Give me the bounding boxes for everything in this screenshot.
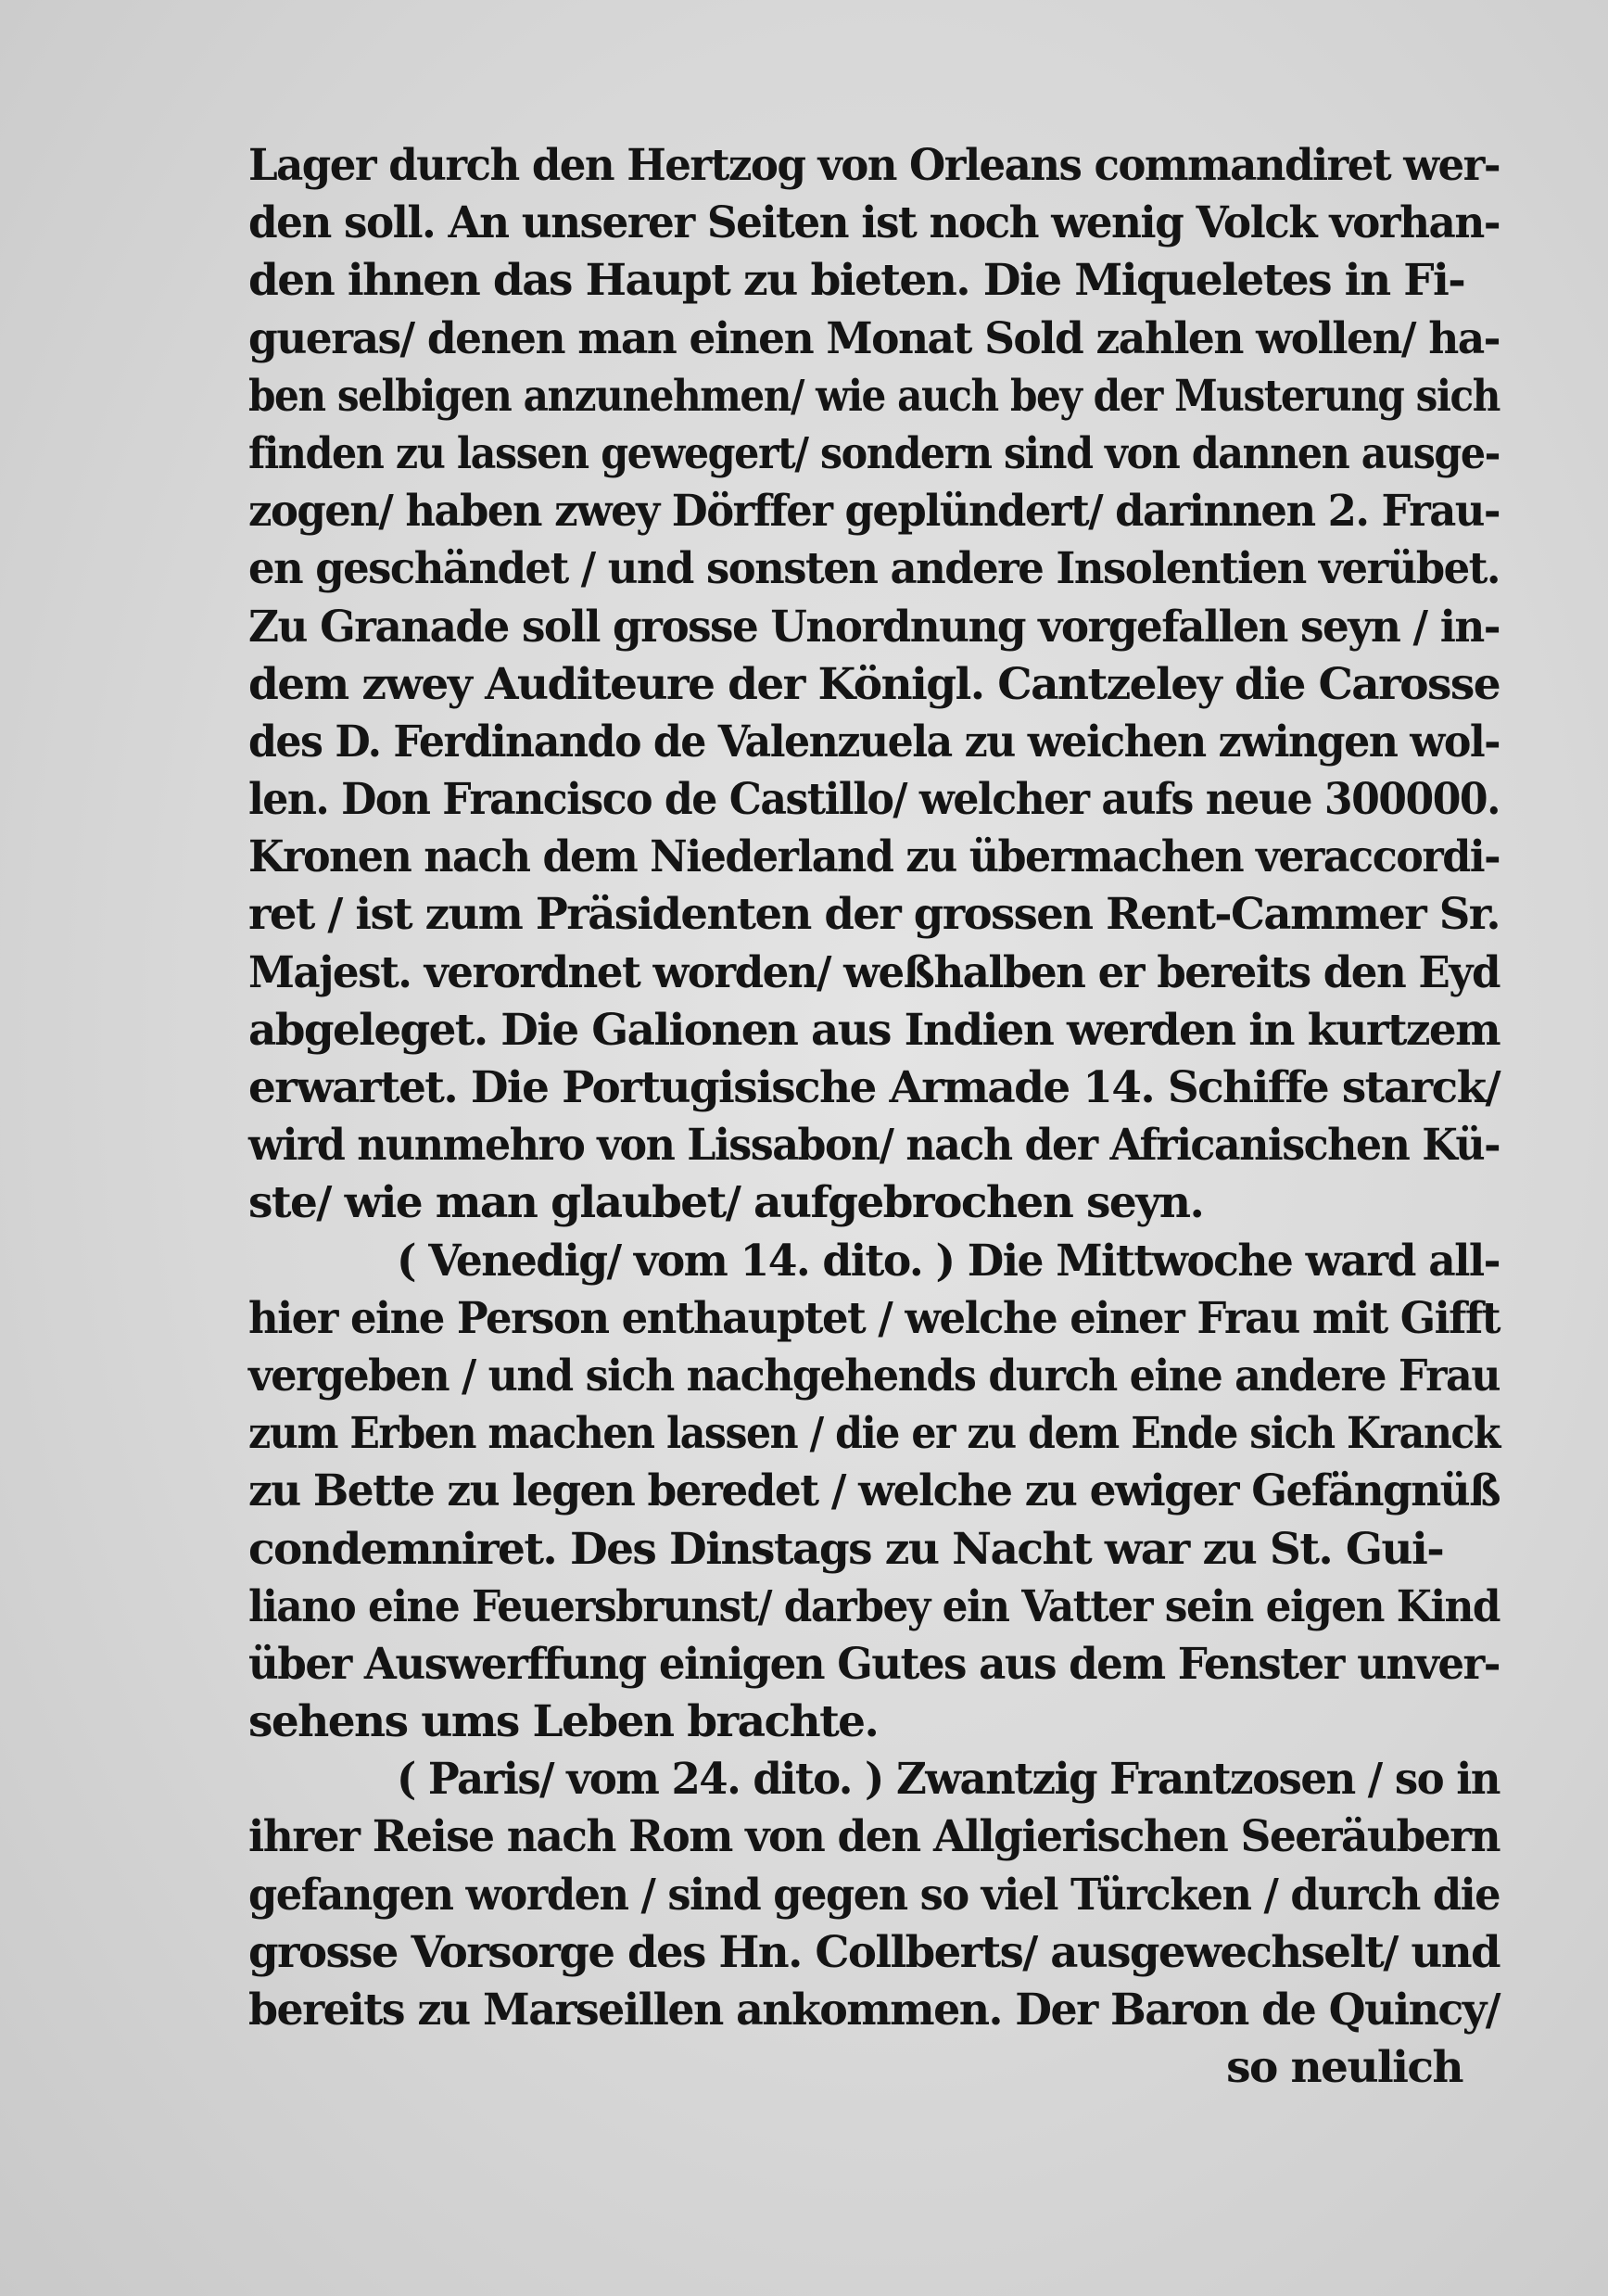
- text-line: ste/ wie man glaubet/ aufgebrochen seyn.: [248, 1177, 1204, 1229]
- text-line: sehens ums Leben brachte.: [248, 1696, 879, 1748]
- text-line: erwartet. Die Portugisische Armade 14. Schiffe starck/: [248, 1062, 1500, 1113]
- text-line: dem zwey Auditeure der Königl. Cantzeley die Carosse: [248, 658, 1500, 710]
- text-line: den soll. An unserer Seiten ist noch wenig Volck vorhan-: [248, 197, 1500, 249]
- text-line: abgeleget. Die Galionen aus Indien werden in kurtzem: [248, 1004, 1500, 1056]
- text-line: bereits zu Marseillen ankommen. Der Baron de Quincy/: [248, 1985, 1500, 2036]
- text-line: Zu Granade soll grosse Unordnung vorgefallen seyn / in-: [248, 601, 1500, 653]
- text-line: condemniret. Des Dinstags zu Nacht war zu St. Gui-: [248, 1523, 1444, 1575]
- body-text: [248, 137, 1500, 2097]
- text-line: len. Don Francisco de Castillo/ welcher aufs neue 300000.: [248, 774, 1500, 826]
- text-line: en geschändet / und sonsten andere Insolentien verübet.: [248, 543, 1500, 595]
- text-line: gueras/ denen man einen Monat Sold zahlen wollen/ ha-: [248, 312, 1500, 364]
- text-line: liano eine Feuersbrunst/ darbey ein Vatter sein eigen Kind: [248, 1580, 1500, 1632]
- text-line: ret / ist zum Präsidenten der grossen Rent-Cammer Sr.: [248, 889, 1500, 941]
- text-line: Lager durch den Hertzog von Orleans commandiret wer-: [248, 140, 1500, 191]
- section-heading-line: ( Venedig/ vom 14. dito. ) Die Mittwoche ward all-: [397, 1235, 1500, 1287]
- text-line: gefangen worden / sind gegen so viel Türcken / durch die: [248, 1869, 1500, 1921]
- text-line: ben selbigen anzunehmen/ wie auch bey der Musterung sich: [248, 370, 1500, 422]
- text-line: zu Bette zu legen beredet / welche zu ewiger Gefängnüß: [248, 1465, 1500, 1517]
- text-line: zum Erben machen lassen / die er zu dem Ende sich Kranck: [248, 1408, 1500, 1460]
- text-line: hier eine Person enthauptet / welche einer Frau mit Gifft: [248, 1292, 1500, 1344]
- text-line: über Auswerffung einigen Gutes aus dem Fenster unver-: [248, 1638, 1500, 1690]
- text-line: den ihnen das Haupt zu bieten. Die Miqueletes in Fi-: [248, 255, 1465, 307]
- text-line: grosse Vorsorge des Hn. Collberts/ ausgewechselt/ und: [248, 1926, 1500, 1978]
- text-line: Majest. verordnet worden/ weßhalben er bereits den Eyd: [248, 946, 1500, 998]
- section-heading-line: ( Paris/ vom 24. dito. ) Zwantzig Frantzosen / so in: [397, 1754, 1500, 1806]
- text-line: wird nunmehro von Lissabon/ nach der Africanischen Kü-: [248, 1120, 1500, 1172]
- text-line: Kronen nach dem Niederland zu übermachen veraccordi-: [248, 831, 1500, 883]
- text-line: zogen/ haben zwey Dörffer geplündert/ darinnen 2. Frau-: [248, 486, 1500, 538]
- text-line: vergeben / und sich nachgehends durch eine andere Frau: [248, 1350, 1500, 1402]
- catchword-line: so neulich: [1226, 2042, 1462, 2094]
- text-line: ihrer Reise nach Rom von den Allgierischen Seeräubern: [248, 1811, 1500, 1863]
- text-line: des D. Ferdinando de Valenzuela zu weichen zwingen wol-: [248, 716, 1500, 767]
- text-line: finden zu lassen gewegert/ sondern sind von dannen ausge-: [248, 427, 1500, 479]
